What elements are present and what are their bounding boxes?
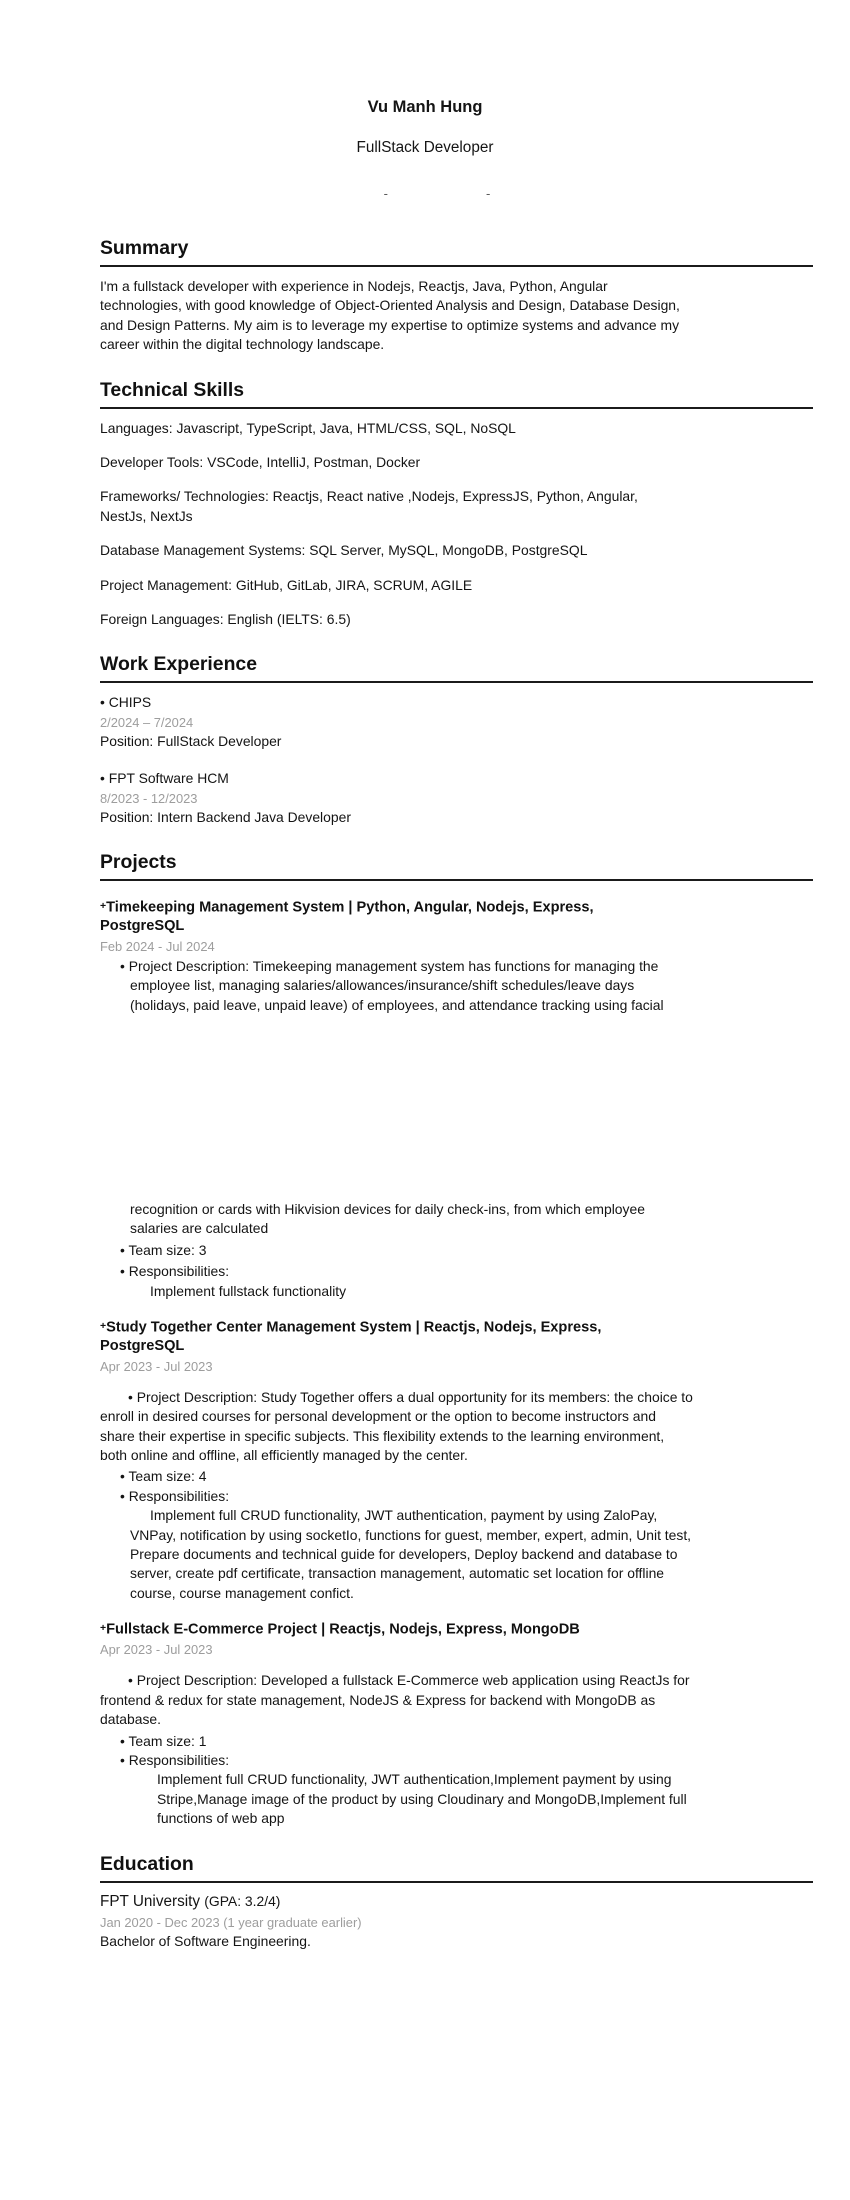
skill-line: Project Management: GitHub, GitLab, JIRA, SCRUM, AGILE — [100, 576, 473, 593]
summary-heading: Summary — [100, 237, 813, 267]
job-dates: 8/2023 - 12/2023 — [100, 790, 198, 806]
project-title — [100, 897, 813, 917]
responsibility-line: course, course management confict. — [130, 1584, 354, 1601]
school-gpa: (GPA: 3.2/4) — [204, 1892, 281, 1909]
project-title-line2: PostgreSQL — [100, 1338, 185, 1355]
project-description — [100, 957, 813, 1015]
section-work-experience — [100, 653, 813, 827]
projects-heading: Projects — [100, 851, 813, 881]
contact-separator: - — [383, 186, 388, 201]
project-timekeeping — [100, 897, 813, 1301]
project-title-line: Fullstack E-Commerce Project | Reactjs, Nodejs, Express, MongoDB — [106, 1621, 580, 1638]
responsibility-line: Implement fullstack functionality — [150, 1282, 347, 1299]
plus-prefix: + — [100, 1320, 107, 1333]
project-title-line: Timekeeping Management System | Python, Angular, Nodejs, Express, — [106, 899, 594, 916]
project-responsibilities — [100, 1506, 813, 1603]
project-dates: Feb 2024 - Jul 2024 — [100, 938, 215, 954]
section-summary — [100, 237, 813, 355]
job-entry-fpt-software — [100, 769, 813, 827]
skill-line: Developer Tools: VSCode, IntelliJ, Postman, Docker — [100, 454, 421, 471]
summary-line: I'm a fullstack developer with experience in Nodejs, Reactjs, Java, Python, Angular — [100, 278, 608, 294]
description-line: • Project Description: Developed a fullstack E-Commerce web application using ReactJs for — [128, 1672, 690, 1689]
work-experience-heading: Work Experience — [100, 653, 813, 683]
description-line: frontend & redux for state management, NodeJS & Express for backend with MongoDB as — [100, 1691, 656, 1708]
description-line: salaries are calculated — [130, 1220, 269, 1237]
description-line: • Project Description: Study Together offers a dual opportunity for its members: the choice to — [128, 1388, 693, 1405]
job-dates: 2/2024 – 7/2024 — [100, 714, 194, 730]
summary-text — [100, 277, 813, 355]
job-entry-chips — [100, 693, 813, 751]
project-responsibilities-label: • Responsibilities: — [120, 1751, 230, 1768]
project-responsibilities-label: • Responsibilities: — [120, 1487, 230, 1504]
job-company: • FPT Software HCM — [100, 770, 229, 787]
section-technical-skills — [100, 379, 813, 630]
project-responsibilities — [100, 1770, 813, 1828]
section-projects — [100, 851, 813, 1828]
content-column — [100, 237, 813, 1951]
person-role: FullStack Developer — [356, 139, 494, 156]
description-line: enroll in desired courses for personal development or the option to become instructors and — [100, 1408, 656, 1425]
education-heading: Education — [100, 1853, 813, 1883]
skill-item-frameworks — [100, 487, 813, 526]
person-name: Vu Manh Hung — [367, 98, 483, 116]
page-break-gap — [100, 1015, 813, 1200]
project-title — [100, 1317, 813, 1337]
description-line: employee list, managing salaries/allowances/insurance/shift schedules/leave days — [130, 977, 635, 994]
job-position: Position: Intern Backend Java Developer — [100, 808, 351, 825]
technical-skills-heading: Technical Skills — [100, 379, 813, 409]
project-team-size: • Team size: 1 — [120, 1732, 207, 1749]
project-description — [100, 1671, 813, 1729]
project-title-line: Study Together Center Management System | Reactjs, Nodejs, Express, — [106, 1319, 602, 1336]
project-study-together — [100, 1317, 813, 1603]
header — [0, 0, 850, 201]
education-degree: Bachelor of Software Engineering. — [100, 1932, 311, 1949]
skill-item-project-management — [100, 576, 813, 595]
job-company: • CHIPS — [100, 694, 152, 711]
responsibility-line: Prepare documents and technical guide for developers, Deploy backend and database to — [130, 1545, 678, 1562]
job-position: Position: FullStack Developer — [100, 732, 282, 749]
project-ecommerce — [100, 1619, 813, 1828]
description-line: recognition or cards with Hikvision devices for daily check-ins, from which employee — [130, 1201, 645, 1217]
jobs-list — [100, 693, 813, 827]
project-responsibilities-label: • Responsibilities: — [120, 1263, 230, 1280]
contact-separator: - — [486, 186, 491, 201]
plus-prefix: + — [100, 900, 107, 913]
project-description-continued — [100, 1200, 813, 1239]
skill-line: Database Management Systems: SQL Server, MySQL, MongoDB, PostgreSQL — [100, 542, 588, 559]
skill-item-languages — [100, 419, 813, 438]
skill-item-developer-tools — [100, 453, 813, 472]
section-education — [100, 1853, 813, 1951]
plus-prefix: + — [100, 1622, 107, 1635]
project-dates: Apr 2023 - Jul 2023 — [100, 1642, 213, 1658]
description-line: (holidays, paid leave, unpaid leave) of employees, and attendance tracking using facial — [130, 996, 664, 1013]
responsibility-line: Implement full CRUD functionality, JWT authentication, payment by using ZaloPay, — [150, 1507, 658, 1524]
skills-list — [100, 419, 813, 630]
description-line: share their expertise in specific subjects. This flexibility extends to the learning environment, — [100, 1427, 665, 1444]
skill-line: Foreign Languages: English (IELTS: 6.5) — [100, 611, 351, 628]
summary-line: technologies, with good knowledge of Object-Oriented Analysis and Design, Database Design, — [100, 297, 680, 314]
responsibility-line: server, create pdf certificate, transaction management, automatic set location for offline — [130, 1565, 665, 1582]
responsibility-line: VNPay, notification by using socketIo, functions for guest, member, expert, admin, Unit test, — [130, 1526, 692, 1543]
project-description — [100, 1388, 813, 1466]
responsibility-line: Implement full CRUD functionality, JWT authentication,Implement payment by using — [157, 1771, 672, 1788]
description-line: both online and offline, all efficiently managed by the center. — [100, 1446, 468, 1463]
skill-line: NestJs, NextJs — [100, 507, 193, 524]
project-title-line2: PostgreSQL — [100, 918, 185, 935]
school-name: FPT University — [100, 1892, 201, 1910]
contact-row — [12, 186, 850, 201]
project-responsibilities — [100, 1282, 813, 1301]
skill-line: Frameworks/ Technologies: Reactjs, React native ,Nodejs, ExpressJS, Python, Angular, — [100, 488, 638, 505]
skill-item-foreign-languages — [100, 610, 813, 629]
skill-line: Languages: Javascript, TypeScript, Java, HTML/CSS, SQL, NoSQL — [100, 419, 516, 436]
summary-line: career within the digital technology landscape. — [100, 336, 385, 353]
responsibility-line: Stripe,Manage image of the product by using Cloudinary and MongoDB,Implement full — [157, 1790, 687, 1807]
education-dates: Jan 2020 - Dec 2023 (1 year graduate earlier) — [100, 1914, 362, 1930]
project-team-size: • Team size: 3 — [120, 1241, 207, 1258]
project-team-size: • Team size: 4 — [120, 1468, 207, 1485]
description-line: • Project Description: Timekeeping management system has functions for managing the — [120, 957, 659, 974]
project-dates: Apr 2023 - Jul 2023 — [100, 1358, 213, 1374]
description-line: database. — [100, 1711, 162, 1728]
responsibility-line: functions of web app — [157, 1810, 285, 1827]
project-title — [100, 1619, 813, 1639]
education-school-line — [100, 1891, 813, 1912]
skill-item-databases — [100, 541, 813, 560]
summary-line: and Design Patterns. My aim is to leverage my expertise to optimize systems and advance my — [100, 316, 680, 333]
